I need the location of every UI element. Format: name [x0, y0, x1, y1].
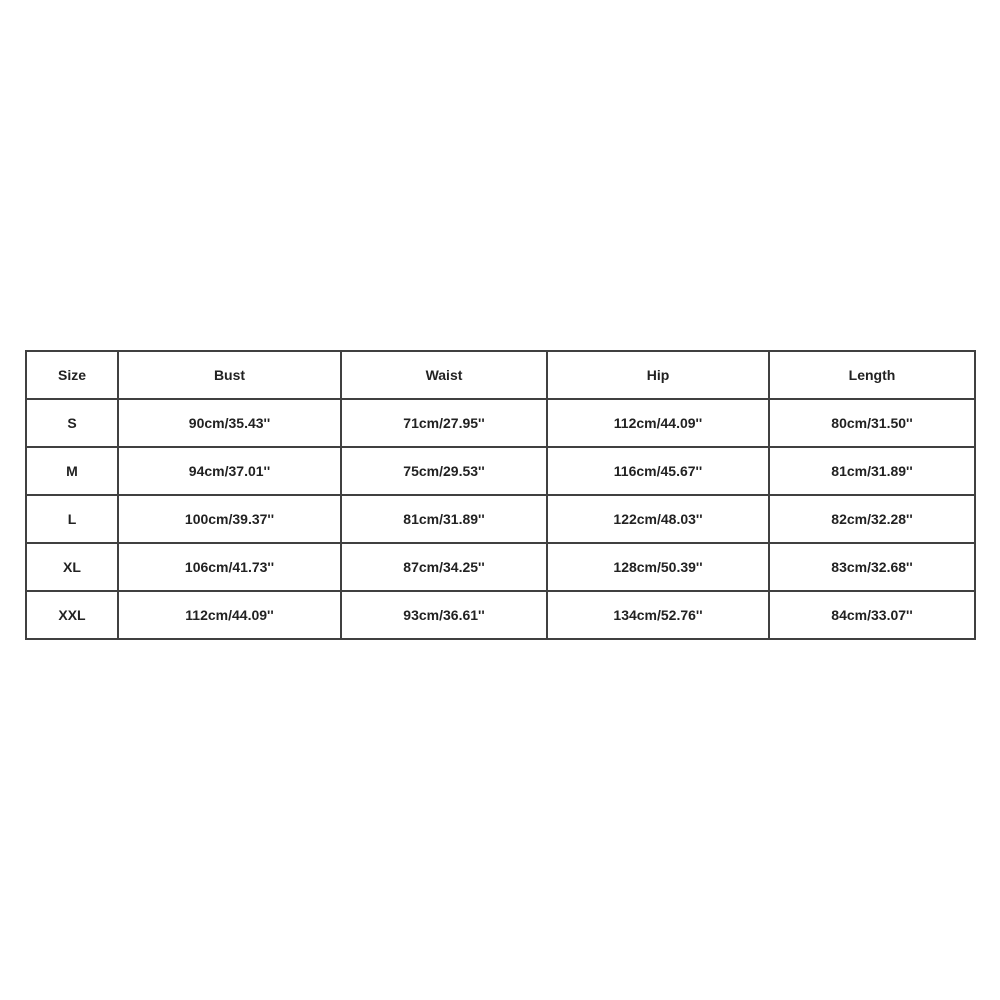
cell-length: 84cm/33.07'': [769, 591, 975, 639]
cell-size: L: [26, 495, 118, 543]
cell-size: S: [26, 399, 118, 447]
cell-length: 83cm/32.68'': [769, 543, 975, 591]
table-row: [26, 495, 975, 543]
cell-waist: 71cm/27.95'': [341, 399, 547, 447]
cell-bust: 112cm/44.09'': [118, 591, 341, 639]
table-row: [26, 399, 975, 447]
table-row: [26, 447, 975, 495]
table-header-row: [26, 351, 975, 399]
cell-waist: 75cm/29.53'': [341, 447, 547, 495]
cell-size: XL: [26, 543, 118, 591]
cell-bust: 90cm/35.43'': [118, 399, 341, 447]
cell-length: 82cm/32.28'': [769, 495, 975, 543]
cell-bust: 106cm/41.73'': [118, 543, 341, 591]
cell-length: 81cm/31.89'': [769, 447, 975, 495]
cell-hip: 128cm/50.39'': [547, 543, 769, 591]
cell-waist: 87cm/34.25'': [341, 543, 547, 591]
cell-waist: 81cm/31.89'': [341, 495, 547, 543]
cell-bust: 100cm/39.37'': [118, 495, 341, 543]
header-length: Length: [769, 351, 975, 399]
header-waist: Waist: [341, 351, 547, 399]
table-row: [26, 543, 975, 591]
cell-hip: 134cm/52.76'': [547, 591, 769, 639]
header-hip: Hip: [547, 351, 769, 399]
header-size: Size: [26, 351, 118, 399]
cell-size: M: [26, 447, 118, 495]
header-bust: Bust: [118, 351, 341, 399]
cell-hip: 122cm/48.03'': [547, 495, 769, 543]
table-row: [26, 591, 975, 639]
cell-length: 80cm/31.50'': [769, 399, 975, 447]
cell-waist: 93cm/36.61'': [341, 591, 547, 639]
cell-size: XXL: [26, 591, 118, 639]
cell-bust: 94cm/37.01'': [118, 447, 341, 495]
cell-hip: 116cm/45.67'': [547, 447, 769, 495]
cell-hip: 112cm/44.09'': [547, 399, 769, 447]
size-chart-table: [25, 350, 976, 640]
